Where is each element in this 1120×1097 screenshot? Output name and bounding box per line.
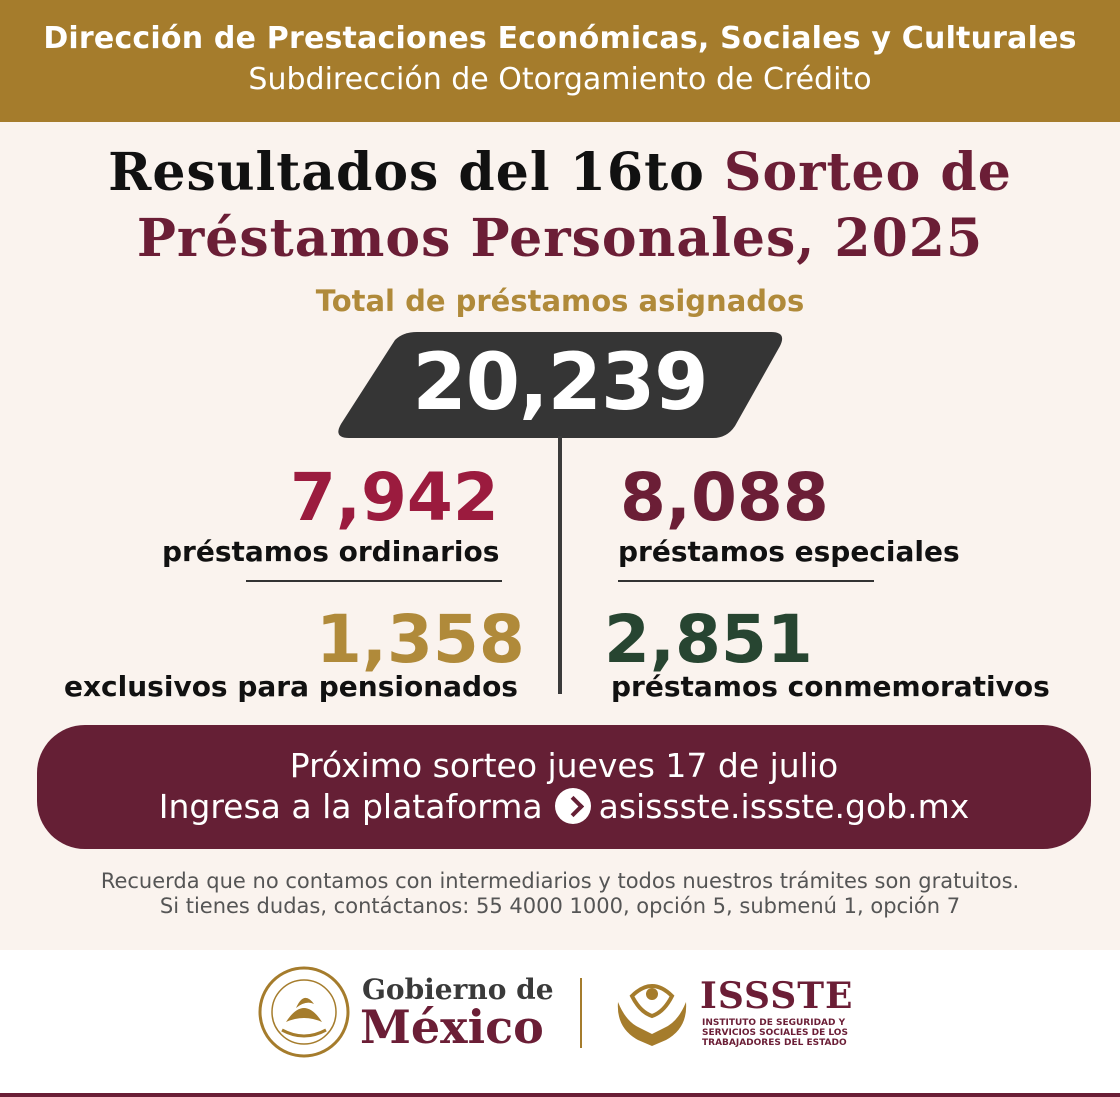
disclaimer-line1: Recuerda que no contamos con intermediarios y todos nuestros trámites son gratuitos.: [100, 869, 1020, 893]
contact-line: Si tienes dudas, contáctanos: 55 4000 1000, opción 5, submenú 1, opción 7: [159, 894, 961, 918]
stat-conmemorativos-label: préstamos conmemorativos: [611, 670, 1050, 703]
chevron-right-icon: [555, 788, 591, 824]
ordinarios-underline: [246, 580, 502, 582]
platform-line: [37, 787, 1091, 826]
stat-especiales-label: préstamos especiales: [618, 535, 960, 568]
title-part1: Resultados del 16to: [108, 142, 724, 203]
total-badge: [333, 332, 787, 438]
platform-prefix: Ingresa a la plataforma: [158, 787, 543, 826]
header-banner: [0, 0, 1120, 122]
stat-especiales-value: 8,088: [620, 459, 829, 536]
national-seal-icon: [256, 964, 352, 1060]
total-value: 20,239: [412, 338, 708, 428]
stat-pensionados-label: exclusivos para pensionados: [64, 670, 518, 703]
page-title-line1: [0, 142, 1120, 203]
gobierno-logo-line1: Gobierno de: [362, 973, 554, 1006]
total-label: Total de préstamos asignados: [315, 284, 805, 318]
next-draw-date: Próximo sorteo jueves 17 de julio: [289, 746, 839, 785]
center-divider: [558, 436, 562, 694]
issste-hands-icon: [612, 972, 692, 1048]
stat-ordinarios-label: préstamos ordinarios: [162, 535, 500, 568]
header-subtitle: Subdirección de Otorgamiento de Crédito: [248, 62, 872, 97]
issste-logo-subtitle: INSTITUTO DE SEGURIDAD Y SERVICIOS SOCIALES DE LOS TRABAJADORES DEL ESTADO: [702, 1018, 848, 1048]
gobierno-logo-line2: México: [360, 1000, 544, 1054]
issste-logo-name: ISSSTE: [700, 975, 854, 1017]
page-title-line2: Préstamos Personales, 2025: [136, 208, 984, 269]
header-title: Dirección de Prestaciones Económicas, Sociales y Culturales: [43, 21, 1077, 56]
platform-link[interactable]: asissste.issste.gob.mx: [598, 787, 970, 826]
footer-bottom-bar: [0, 1093, 1120, 1097]
logo-separator: [580, 978, 582, 1048]
next-draw-banner: [37, 725, 1091, 849]
especiales-underline: [618, 580, 874, 582]
stat-pensionados-value: 1,358: [316, 601, 525, 678]
title-part2: Sorteo de: [723, 142, 1012, 203]
footer-logos: [0, 950, 1120, 1097]
stat-conmemorativos-value: 2,851: [604, 601, 813, 678]
stat-ordinarios-value: 7,942: [290, 459, 499, 536]
